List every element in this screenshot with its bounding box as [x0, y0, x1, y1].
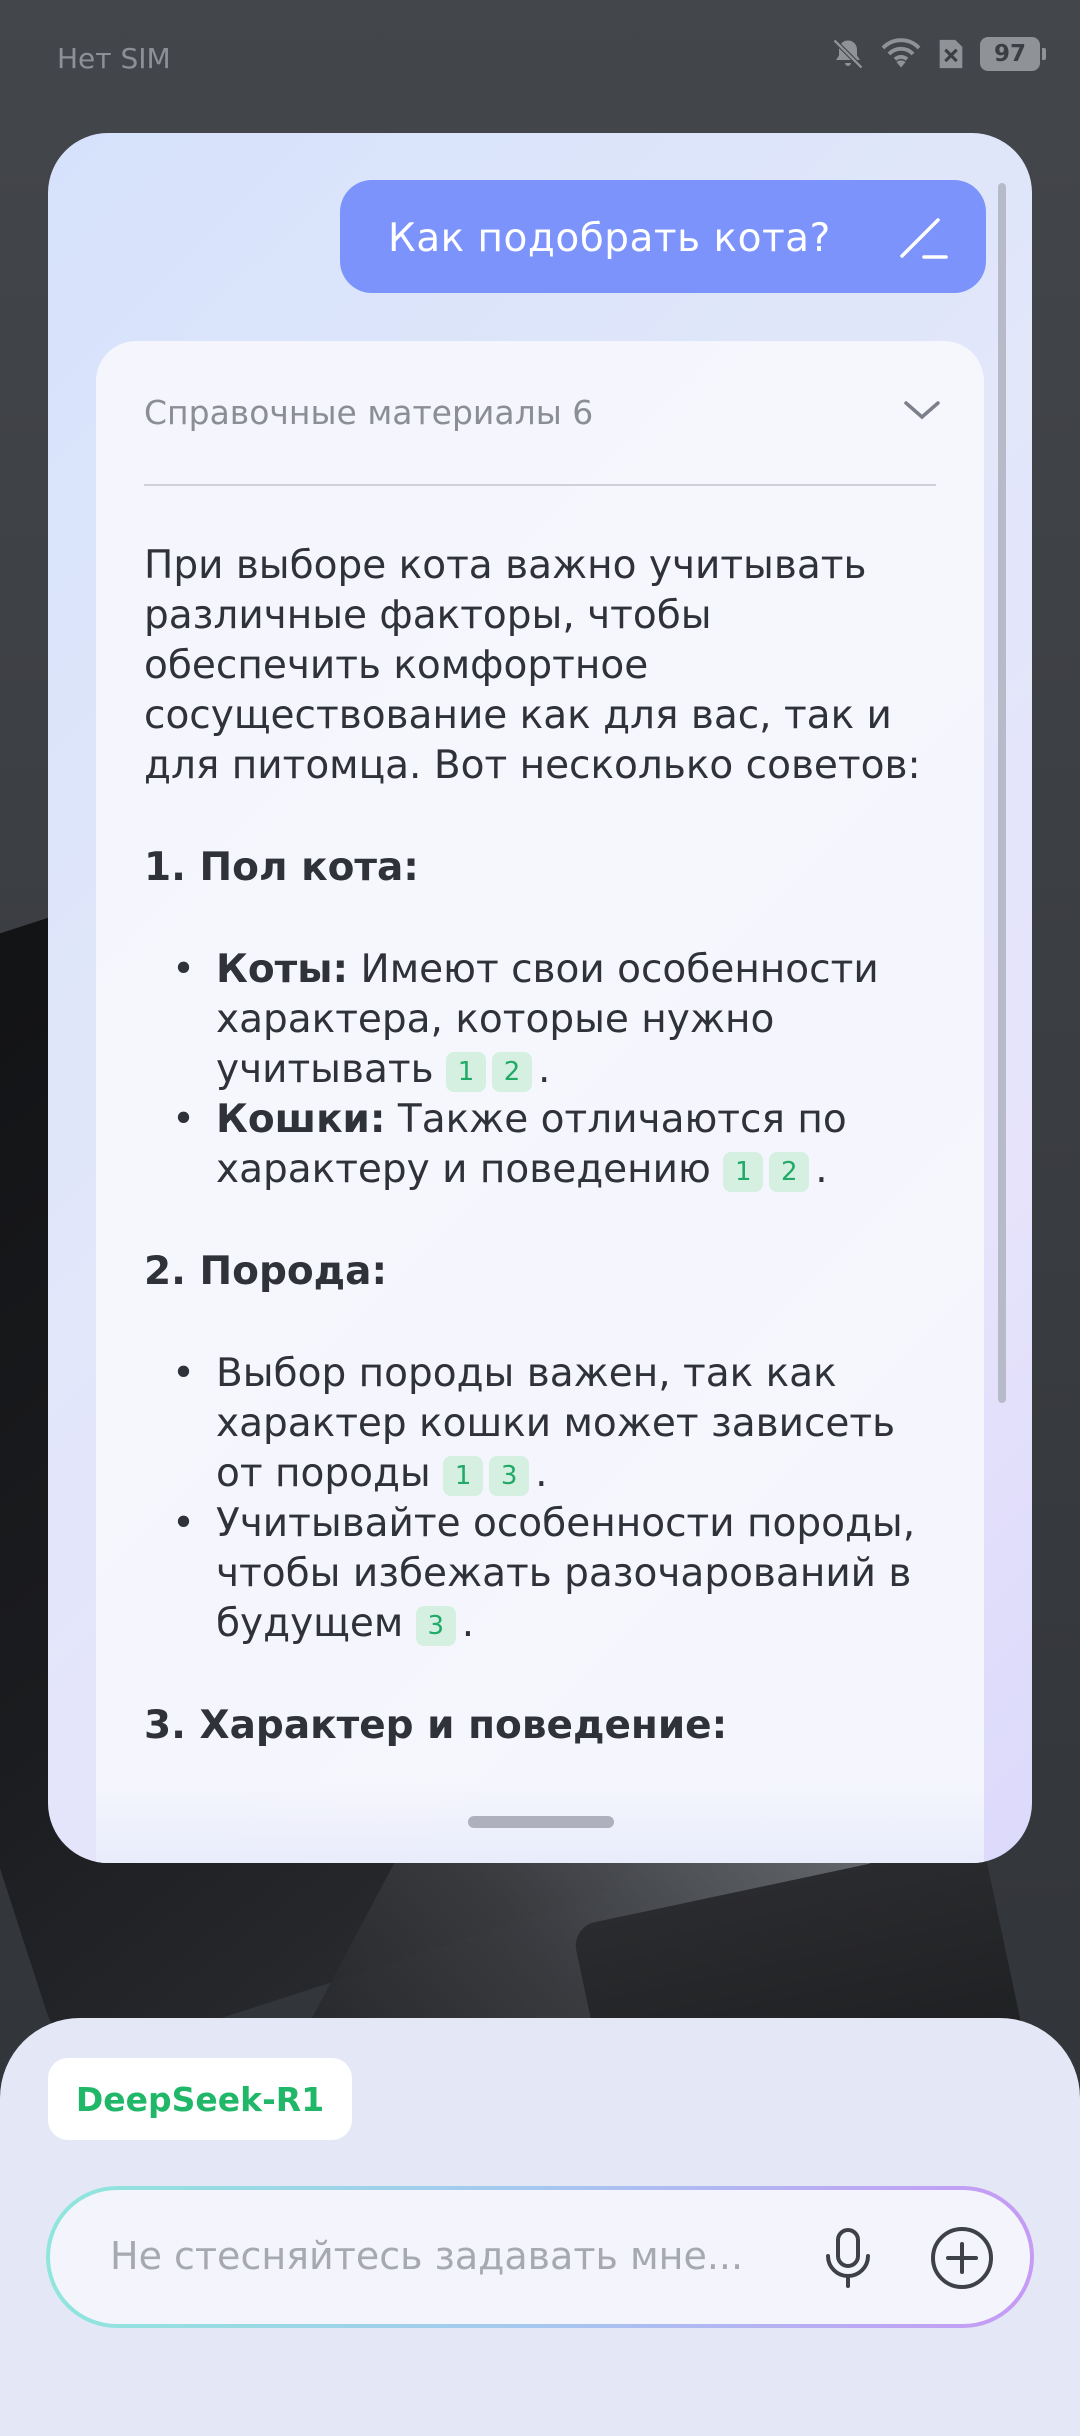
status-icons: [830, 36, 1040, 72]
assistant-answer-card: [96, 341, 984, 1863]
citation-badge[interactable]: 1: [446, 1052, 486, 1092]
divider: [144, 484, 936, 486]
user-message-bubble: [340, 180, 986, 293]
battery-icon: 97: [980, 37, 1040, 71]
microphone-icon[interactable]: [812, 2222, 884, 2294]
message-input[interactable]: [50, 2190, 1030, 2324]
chevron-down-icon[interactable]: [900, 391, 944, 427]
status-bar: [0, 0, 1080, 120]
input-placeholder: Не стесняйтесь задавать мне...: [110, 2234, 744, 2278]
citation-badge[interactable]: 1: [443, 1456, 483, 1496]
item-bold-label: Коты:: [216, 947, 349, 992]
section-heading: 1. Пол кота:: [144, 845, 419, 890]
list-item: • Коты: Имеют свои особенности характера, которые нужно учитывать 1 2 .: [216, 945, 944, 1095]
answer-body: [144, 541, 944, 1803]
bell-off-icon: [830, 36, 866, 72]
item-text: Выбор породы важен, так как характер кошки может зависеть от породы: [216, 1351, 896, 1496]
item-text: Учитывайте особенности породы, чтобы избежать разочарований в будущем: [216, 1501, 916, 1646]
composer-sheet: [0, 2018, 1080, 2436]
list-item: • Учитывайте особенности породы, чтобы избежать разочарований в будущем 3 .: [216, 1499, 944, 1649]
model-selector-chip[interactable]: [48, 2058, 352, 2140]
edit-icon[interactable]: [894, 208, 952, 266]
user-message-text: Как подобрать кота?: [388, 216, 831, 261]
item-text: Имеют свои особенности характера, которые нужно учитывать: [216, 947, 879, 1092]
citation-badge[interactable]: 3: [416, 1606, 456, 1646]
citation-badge[interactable]: 1: [723, 1152, 763, 1192]
list-item: • Кошки: Также отличаются по характеру и поведению 1 2 .: [216, 1095, 944, 1195]
citation-badge[interactable]: 2: [492, 1052, 532, 1092]
references-label[interactable]: Справочные материалы 6: [144, 393, 594, 432]
carrier-label: Нет SIM: [57, 42, 171, 75]
item-text: Также отличаются по характеру и поведению: [216, 1097, 847, 1192]
section-heading: 3. Характер и поведение:: [144, 1703, 728, 1748]
add-icon[interactable]: [926, 2222, 998, 2294]
chat-panel: [48, 133, 1032, 1863]
drag-handle[interactable]: [468, 1816, 614, 1828]
scrollbar[interactable]: [998, 183, 1006, 1403]
answer-intro: При выборе кота важно учитывать различные факторы, чтобы обеспечить комфортное сосуществование как для вас, так и для питомца. Вот несколько советов:: [144, 543, 921, 788]
list-item: • Выбор породы важен, так как характер кошки может зависеть от породы 1 3 .: [216, 1349, 944, 1499]
message-input-border: [46, 2186, 1034, 2328]
citation-badge[interactable]: 3: [489, 1456, 529, 1496]
section-heading: 2. Порода:: [144, 1249, 388, 1294]
model-name: DeepSeek-R1: [75, 2079, 325, 2119]
wifi-icon: [880, 36, 922, 72]
section-list: [144, 945, 944, 1195]
item-bold-label: Кошки:: [216, 1097, 386, 1142]
section-list: [144, 1349, 944, 1649]
citation-badge[interactable]: 2: [769, 1152, 809, 1192]
sim-off-icon: [936, 37, 966, 71]
